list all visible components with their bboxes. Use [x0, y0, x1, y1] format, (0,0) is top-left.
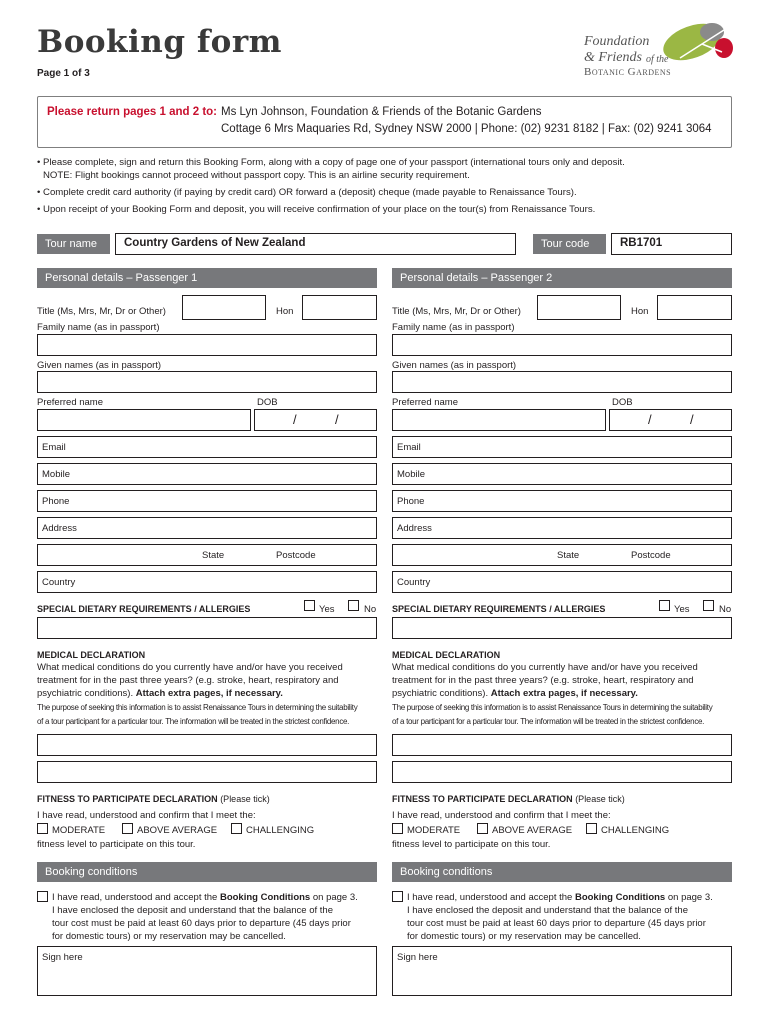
p1-sign-label: Sign here [42, 952, 83, 963]
tour-code-value: RB1701 [620, 237, 663, 249]
tour-name-value: Country Gardens of New Zealand [124, 237, 306, 249]
p1-address-field-2[interactable] [37, 544, 377, 566]
p2-preferred-label: Preferred name [392, 397, 459, 408]
p2-fitness-line-2: fitness level to participate on this tour. [392, 839, 551, 850]
p1-booking-line-3: tour cost must be paid at least 60 days prior to departure (45 days prior [52, 918, 351, 929]
p1-title-label: Title (Ms, Mrs, Mr, Dr or Other) [37, 306, 166, 317]
p1-dob-label: DOB [257, 397, 278, 408]
p2-given-label: Given names (as in passport) [392, 360, 517, 371]
p1-medical-line-3b: Attach extra pages, if necessary. [135, 688, 283, 699]
p2-medical-line-3a: psychiatric conditions). [392, 688, 489, 699]
p2-booking-line-1c: on page 3. [667, 892, 713, 903]
p2-sign-label: Sign here [397, 952, 438, 963]
p2-medical-line-3 [392, 688, 638, 699]
p2-purpose-line-1: The purpose of seeking this information is to assist Renaissance Tours in determining the suitability [392, 703, 713, 712]
p1-medical-line-3a: psychiatric conditions). [37, 688, 134, 699]
p1-country-label: Country [42, 577, 76, 588]
p2-moderate-checkbox[interactable] [392, 823, 403, 834]
p2-dietary-no-label: No [719, 604, 732, 615]
p2-booking-line-1a: I have read, understood and accept the [407, 892, 573, 903]
p2-moderate-label: MODERATE [407, 825, 461, 836]
return-line-1: Ms Lyn Johnson, Foundation & Friends of the Botanic Gardens [221, 106, 542, 118]
p1-booking-line-1 [52, 892, 358, 903]
p1-dietary-field[interactable] [37, 617, 377, 639]
p1-dob-slash-1: / [293, 412, 297, 427]
p2-dob-slash-1: / [648, 412, 652, 427]
p1-dietary-no-checkbox[interactable] [348, 600, 359, 611]
logo-foundation: Foundation [584, 34, 650, 49]
p1-challenging-checkbox[interactable] [231, 823, 242, 834]
p2-dob-field[interactable] [609, 409, 732, 431]
p2-hon-label: Hon [631, 306, 649, 317]
p1-booking-conditions: Booking Conditions [219, 892, 311, 903]
p2-dob-slash-2: / [690, 412, 694, 427]
p2-fitness-tick: (Please tick) [575, 794, 625, 804]
instruction-1: • Please complete, sign and return this Booking Form, along with a copy of page one of your passport (international tours only and deposit. [37, 157, 625, 168]
p1-medical-field-1[interactable] [37, 734, 377, 756]
p1-dob-field[interactable] [254, 409, 377, 431]
p1-postcode-label: Postcode [276, 550, 316, 561]
p2-above-checkbox[interactable] [477, 823, 488, 834]
p1-hon-label: Hon [276, 306, 294, 317]
p2-family-field[interactable] [392, 334, 732, 356]
p1-phone-field[interactable] [37, 490, 377, 512]
p1-dietary-yes-label: Yes [319, 604, 335, 615]
p2-challenging-checkbox[interactable] [586, 823, 597, 834]
p2-address-label: Address [397, 523, 432, 534]
p2-mobile-field[interactable] [392, 463, 732, 485]
tour-name-label: Tour name [37, 234, 110, 254]
p1-family-field[interactable] [37, 334, 377, 356]
p2-email-field[interactable] [392, 436, 732, 458]
p2-booking-line-1 [407, 892, 713, 903]
p2-dietary-no-checkbox[interactable] [703, 600, 714, 611]
p2-booking-line-4: for domestic tours) or my reservation may be cancelled. [407, 931, 641, 942]
p2-phone-label: Phone [397, 496, 425, 507]
p2-postcode-label: Postcode [631, 550, 671, 561]
p1-medical-line-2: treatment for in the past three years? (e.g. stroke, heart, respiratory and [37, 675, 339, 686]
p2-dietary-yes-checkbox[interactable] [659, 600, 670, 611]
p1-email-field[interactable] [37, 436, 377, 458]
return-line-2: Cottage 6 Mrs Maquaries Rd, Sydney NSW 2000 | Phone: (02) 9231 8182 | Fax: (02) 9241 3064 [221, 123, 712, 135]
return-label: Please return pages 1 and 2 to: [47, 106, 218, 118]
page-number: Page 1 of 3 [37, 68, 90, 79]
p2-title-label: Title (Ms, Mrs, Mr, Dr or Other) [392, 306, 521, 317]
p2-dob-label: DOB [612, 397, 633, 408]
p1-medical-line-1: What medical conditions do you currently have and/or have you received [37, 662, 343, 673]
p2-state-label: State [557, 550, 580, 561]
p2-medical-line-1: What medical conditions do you currently have and/or have you received [392, 662, 698, 673]
p2-fitness-line-1: I have read, understood and confirm that I meet the: [392, 810, 611, 821]
p1-booking-line-2: I have enclosed the deposit and understand that the balance of the [52, 905, 333, 916]
p1-mobile-field[interactable] [37, 463, 377, 485]
p1-email-label: Email [42, 442, 66, 453]
passenger-2-heading: Personal details – Passenger 2 [392, 268, 732, 288]
p2-signature-field[interactable] [392, 946, 732, 996]
p1-fitness-title-text: FITNESS TO PARTICIPATE DECLARATION [37, 794, 218, 804]
p1-challenging-label: CHALLENGING [246, 825, 315, 836]
p1-dietary-label: SPECIAL DIETARY REQUIREMENTS / ALLERGIES [37, 604, 251, 614]
p1-medical-line-3 [37, 688, 283, 699]
p2-mobile-label: Mobile [397, 469, 425, 480]
p2-medical-title: MEDICAL DECLARATION [392, 650, 501, 660]
p1-phone-label: Phone [42, 496, 70, 507]
tour-code-label: Tour code [533, 234, 606, 254]
foundation-logo [584, 18, 734, 80]
p1-dietary-no-label: No [364, 604, 377, 615]
p1-fitness-title [37, 794, 270, 804]
logo-friends: & Friends [584, 50, 642, 65]
p2-address-field-2[interactable] [392, 544, 732, 566]
p1-purpose-line-2: of a tour participant for a particular tour. The information will be treated in the strictest confidence. [37, 717, 350, 726]
tour-name-field[interactable] [115, 233, 516, 255]
p2-hon-field[interactable] [657, 295, 732, 320]
p1-above-checkbox[interactable] [122, 823, 133, 834]
p1-title-field[interactable] [182, 295, 266, 320]
p2-above-label: ABOVE AVERAGE [492, 825, 573, 836]
p1-given-field[interactable] [37, 371, 377, 393]
passenger-1-heading: Personal details – Passenger 1 [37, 268, 377, 288]
p2-challenging-label: CHALLENGING [601, 825, 670, 836]
p1-given-label: Given names (as in passport) [37, 360, 162, 371]
p1-medical-field-2[interactable] [37, 761, 377, 783]
logo-of-the: of the [646, 54, 669, 65]
instruction-2: • Complete credit card authority (if paying by credit card) OR forward a (deposit) cheque (made payable to Renaissance Tours). [37, 187, 577, 198]
p2-booking-checkbox[interactable] [392, 891, 403, 902]
p2-fitness-title [392, 794, 625, 804]
p2-country-field[interactable] [392, 571, 732, 593]
p1-signature-field[interactable] [37, 946, 377, 996]
p1-medical-title: MEDICAL DECLARATION [37, 650, 146, 660]
p2-medical-line-3b: Attach extra pages, if necessary. [490, 688, 638, 699]
p2-medical-line-2: treatment for in the past three years? (e.g. stroke, heart, respiratory and [392, 675, 694, 686]
instruction-1-note: NOTE: Flight bookings cannot proceed without passport copy. This is an airline security requirement. [43, 170, 470, 181]
p1-preferred-label: Preferred name [37, 397, 104, 408]
p1-address-label: Address [42, 523, 77, 534]
p2-address-field[interactable] [392, 517, 732, 539]
p2-medical-field-2[interactable] [392, 761, 732, 783]
p2-family-label: Family name (as in passport) [392, 322, 515, 333]
p1-booking-line-1c: on page 3. [312, 892, 358, 903]
logo-botanic: Botanic Gardens [584, 66, 672, 78]
p1-above-label: ABOVE AVERAGE [137, 825, 218, 836]
return-address-box [37, 96, 732, 148]
p1-moderate-label: MODERATE [52, 825, 106, 836]
p2-country-label: Country [397, 577, 431, 588]
p2-booking-heading: Booking conditions [392, 862, 732, 882]
p1-moderate-checkbox[interactable] [37, 823, 48, 834]
p1-mobile-label: Mobile [42, 469, 70, 480]
p1-booking-checkbox[interactable] [37, 891, 48, 902]
p2-medical-field-1[interactable] [392, 734, 732, 756]
p2-phone-field[interactable] [392, 490, 732, 512]
p1-country-field[interactable] [37, 571, 377, 593]
p1-booking-heading: Booking conditions [37, 862, 377, 882]
p2-booking-conditions: Booking Conditions [574, 892, 666, 903]
p1-booking-line-4: for domestic tours) or my reservation may be cancelled. [52, 931, 286, 942]
p2-dietary-yes-label: Yes [674, 604, 690, 615]
p2-dietary-field[interactable] [392, 617, 732, 639]
p1-preferred-field[interactable] [37, 409, 251, 431]
p1-fitness-line-1: I have read, understood and confirm that I meet the: [37, 810, 256, 821]
p1-fitness-tick: (Please tick) [220, 794, 270, 804]
p1-address-field[interactable] [37, 517, 377, 539]
p1-booking-line-1a: I have read, understood and accept the [52, 892, 218, 903]
p1-dietary-yes-checkbox[interactable] [304, 600, 315, 611]
p1-dob-slash-2: / [335, 412, 339, 427]
p2-title-field[interactable] [537, 295, 621, 320]
p1-state-label: State [202, 550, 225, 561]
p2-booking-line-3: tour cost must be paid at least 60 days prior to departure (45 days prior [407, 918, 706, 929]
p1-purpose-line-1: The purpose of seeking this information is to assist Renaissance Tours in determining the suitability [37, 703, 358, 712]
p1-fitness-line-2: fitness level to participate on this tour. [37, 839, 196, 850]
p2-email-label: Email [397, 442, 421, 453]
p2-purpose-line-2: of a tour participant for a particular tour. The information will be treated in the strictest confidence. [392, 717, 705, 726]
p2-fitness-title-text: FITNESS TO PARTICIPATE DECLARATION [392, 794, 573, 804]
p2-dietary-label: SPECIAL DIETARY REQUIREMENTS / ALLERGIES [392, 604, 606, 614]
p2-given-field[interactable] [392, 371, 732, 393]
tour-code-field[interactable] [611, 233, 732, 255]
p1-family-label: Family name (as in passport) [37, 322, 160, 333]
instruction-3: • Upon receipt of your Booking Form and deposit, you will receive confirmation of your place on the tour(s) from Renaissance Tours. [37, 204, 596, 215]
p2-booking-line-2: I have enclosed the deposit and understand that the balance of the [407, 905, 688, 916]
page-title: Booking form [37, 24, 282, 60]
p1-hon-field[interactable] [302, 295, 377, 320]
p2-preferred-field[interactable] [392, 409, 606, 431]
